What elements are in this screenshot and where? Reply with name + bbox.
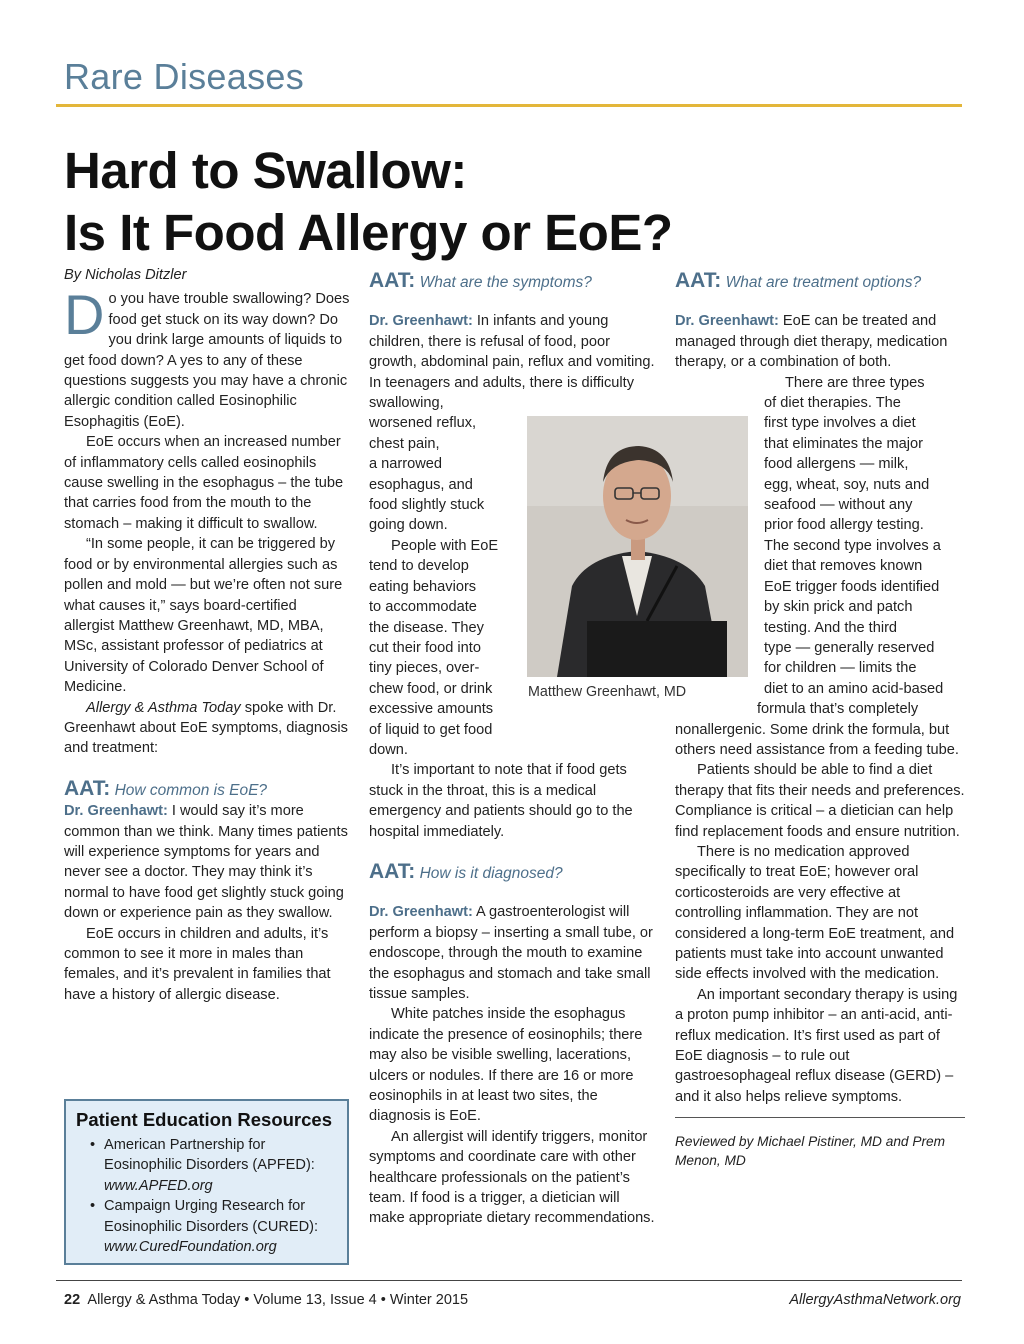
text-line: to accommodate bbox=[369, 599, 477, 616]
text-line: excessive amounts bbox=[369, 701, 494, 718]
text-line: There are three types bbox=[785, 374, 925, 391]
text-line: type — generally reserved bbox=[764, 639, 935, 656]
text-line: prior food allergy testing. bbox=[764, 517, 924, 534]
column-2 bbox=[369, 271, 655, 1229]
section-label: Rare Diseases bbox=[64, 56, 304, 97]
intro-paragraph-1 bbox=[64, 283, 350, 432]
text-line: of liquid to get food bbox=[369, 721, 493, 738]
text-line: for children — limits the bbox=[764, 660, 917, 677]
question-text: How common is EoE? bbox=[114, 781, 268, 799]
text-line: of diet therapies. The bbox=[764, 395, 901, 412]
text-line: People with EoE bbox=[391, 537, 499, 554]
speaker-label: Dr. Greenhawt: bbox=[369, 904, 473, 921]
aat-label: AAT: bbox=[675, 269, 722, 292]
footer-left bbox=[64, 1292, 468, 1308]
resource-name: Campaign Urging Research for Eosinophilic Disorders (CURED): bbox=[104, 1198, 319, 1235]
byline: By Nicholas Ditzler bbox=[64, 267, 187, 283]
answer-paragraph bbox=[369, 311, 655, 413]
text-line: diet to an amino acid-based bbox=[764, 680, 944, 697]
speaker-label: Dr. Greenhawt: bbox=[369, 313, 473, 330]
text-line: tiny pieces, over- bbox=[369, 660, 480, 677]
answer-paragraph: There is no medication approved specifically to treat EoE; however oral corticosteroids are very effective at controlling inflammation. They are not considered a long-term EoE treatment, and patients must take into account unwanted side effects involved with the medication. bbox=[675, 843, 955, 983]
text-line: EoE trigger foods identified bbox=[764, 578, 940, 595]
intro-paragraph-3: “In some people, it can be triggered by food or by environmental allergies such as pollen and mold — but we’re often not sure what causes it,” says board-certified allergist Matthew Greenhawt, MD, MBA, MSc, assistant professor of pediatrics at University of Colorado Denver School of Medicine. bbox=[64, 536, 343, 696]
publication-name: Allergy & Asthma Today bbox=[86, 699, 241, 716]
answer-text: A gastroenterologist will perform a biopsy – inserting a small tube, or endoscope, through the mouth to examine the esophagus and stomach and take small tissue samples. bbox=[369, 904, 653, 1002]
answer-paragraph: White patches inside the esophagus indicate the presence of eosinophils; there may also be visible swelling, lacerations, ulcers or nodules. If there are 16 or more eosinophils in at least two sites, the diagnosis is EoE. bbox=[369, 1006, 643, 1125]
intro-paragraph-2: EoE occurs when an increased number of inflammatory cells called eosinophils cause swelling in the esophagus – the tube that carries food from the mouth to the stomach – making it difficult to swallow. bbox=[64, 434, 344, 532]
answer-paragraph: It’s important to note that if food gets stuck in the throat, this is a medical emergency and patients should go to the hospital immediately. bbox=[369, 762, 633, 840]
answer-paragraph: Patients should be able to find a diet therapy that fits their needs and preferences. Compliance is critical – a dietician can help find replacement foods and ensure nutrition. bbox=[675, 762, 965, 840]
intro-text-4: spoke with Dr. Greenhawt about EoE symptoms, diagnosis and treatment: bbox=[64, 699, 348, 757]
answer-text: In infants and young children, there is refusal of food, poor growth, abdominal pain, reflux and vomiting. In teenagers and adults, there is difficulty swallowing, bbox=[369, 313, 655, 412]
header-rule bbox=[56, 104, 962, 107]
page-number: 22 bbox=[64, 1292, 81, 1308]
resource-item bbox=[76, 1135, 337, 1196]
resources-list bbox=[76, 1135, 337, 1257]
answer-text: EoE can be treated and managed through diet therapy, medication therapy, or a combination of both. bbox=[675, 313, 948, 371]
question-heading-symptoms bbox=[369, 271, 655, 293]
answer-paragraph bbox=[675, 311, 965, 372]
question-text: What are the symptoms? bbox=[419, 274, 592, 291]
speaker-label: Dr. Greenhawt: bbox=[64, 803, 168, 820]
text-line: the disease. They bbox=[369, 619, 484, 636]
question-heading-common bbox=[64, 776, 350, 801]
title-line-2: Is It Food Allergy or EoE? bbox=[64, 204, 673, 261]
aat-label: AAT: bbox=[64, 776, 111, 800]
answer-paragraph bbox=[64, 801, 350, 923]
answer-text: I would say it’s more common than we think. Many times patients will experience symptoms for years and never see a doctor. They may think it’s normal to have food get slightly stuck going down or experience pain as they swallow. bbox=[64, 803, 348, 922]
question-text: What are treatment options? bbox=[725, 274, 922, 291]
footer-rule bbox=[56, 1280, 962, 1281]
text-line: a narrowed bbox=[369, 456, 443, 473]
text-line: formula that’s completely bbox=[757, 701, 919, 718]
resource-link[interactable]: www.CuredFoundation.org bbox=[104, 1239, 277, 1256]
speaker-label: Dr. Greenhawt: bbox=[675, 313, 779, 330]
answer-paragraph: An important secondary therapy is using a proton pump inhibitor – an anti-acid, anti-reflux medication. It’s first used as part of EoE diagnosis – to rule out gastroesophageal reflux disease (GERD) – and it also helps relieve symptoms. bbox=[675, 986, 958, 1105]
intro-paragraph-4 bbox=[64, 698, 350, 759]
text-line: that eliminates the major bbox=[764, 435, 923, 452]
column-1 bbox=[64, 265, 350, 1005]
answer-paragraph bbox=[369, 902, 655, 1004]
question-heading-treatment bbox=[675, 271, 965, 293]
text-line: by skin prick and patch bbox=[764, 599, 913, 616]
text-line: tend to develop bbox=[369, 558, 469, 575]
resource-name: American Partnership for Eosinophilic Disorders (APFED): bbox=[104, 1137, 315, 1174]
text-line: egg, wheat, soy, nuts and bbox=[764, 476, 930, 493]
photo-caption: Matthew Greenhawt, MD bbox=[528, 684, 687, 700]
answer-paragraph: An allergist will identify triggers, monitor symptoms and coordinate care with other healthcare professionals on the patient’s team. If food is a trigger, a dietician will make appropriate dietary recommendations. bbox=[369, 1128, 655, 1227]
drop-cap: D bbox=[64, 283, 105, 347]
text-line: testing. And the third bbox=[764, 619, 898, 636]
column-3 bbox=[675, 271, 965, 1170]
intro-text-1: o you have trouble swallowing? Does food get stuck on its way down? Do you drink large amounts of liquids to get food down? A yes to any of these questions suggests you may have a chronic allergic condition called Eosinophilic Esophagitis (EoE). bbox=[64, 291, 350, 430]
reviewer-credit: Reviewed by Michael Pistiner, MD and Prem Menon, MD bbox=[675, 1117, 965, 1170]
text-line: worsened reflux, bbox=[369, 415, 477, 432]
text-line: esophagus, and bbox=[369, 476, 473, 493]
answer-paragraph: nonallergenic. Some drink the formula, but others need assistance from a feeding tube. bbox=[675, 721, 959, 758]
text-line: The second type involves a bbox=[764, 537, 941, 554]
text-line: seafood — without any bbox=[764, 497, 913, 514]
text-line: eating behaviors bbox=[369, 578, 477, 595]
resource-link[interactable]: www.APFED.org bbox=[104, 1177, 213, 1194]
resources-box bbox=[64, 1099, 349, 1265]
answer-wrapped-lines bbox=[675, 373, 965, 720]
answer-paragraph: EoE occurs in children and adults, it’s common to see it more in males than females, and it’s prevalent in families that have a history of allergic disease. bbox=[64, 925, 331, 1003]
text-line: cut their food into bbox=[369, 639, 481, 656]
text-line: diet that removes known bbox=[764, 558, 923, 575]
aat-label: AAT: bbox=[369, 859, 416, 883]
aat-label: AAT: bbox=[369, 269, 416, 292]
text-line: down. bbox=[369, 741, 408, 758]
text-line: chest pain, bbox=[369, 435, 440, 452]
question-heading-diagnosis bbox=[369, 859, 655, 884]
question-text: How is it diagnosed? bbox=[419, 864, 563, 882]
text-line: first type involves a diet bbox=[764, 415, 916, 432]
text-line: food slightly stuck bbox=[369, 497, 485, 514]
resources-title: Patient Education Resources bbox=[76, 1109, 332, 1130]
footer-website[interactable]: AllergyAsthmaNetwork.org bbox=[789, 1292, 961, 1308]
text-line: food allergens — milk, bbox=[764, 456, 909, 473]
title-line-1: Hard to Swallow: bbox=[64, 142, 467, 199]
text-line: chew food, or drink bbox=[369, 680, 493, 697]
publication-info: Allergy & Asthma Today • Volume 13, Issue 4 • Winter 2015 bbox=[87, 1292, 469, 1308]
text-line: going down. bbox=[369, 517, 448, 534]
article-title bbox=[64, 140, 673, 264]
resource-item bbox=[76, 1196, 337, 1257]
